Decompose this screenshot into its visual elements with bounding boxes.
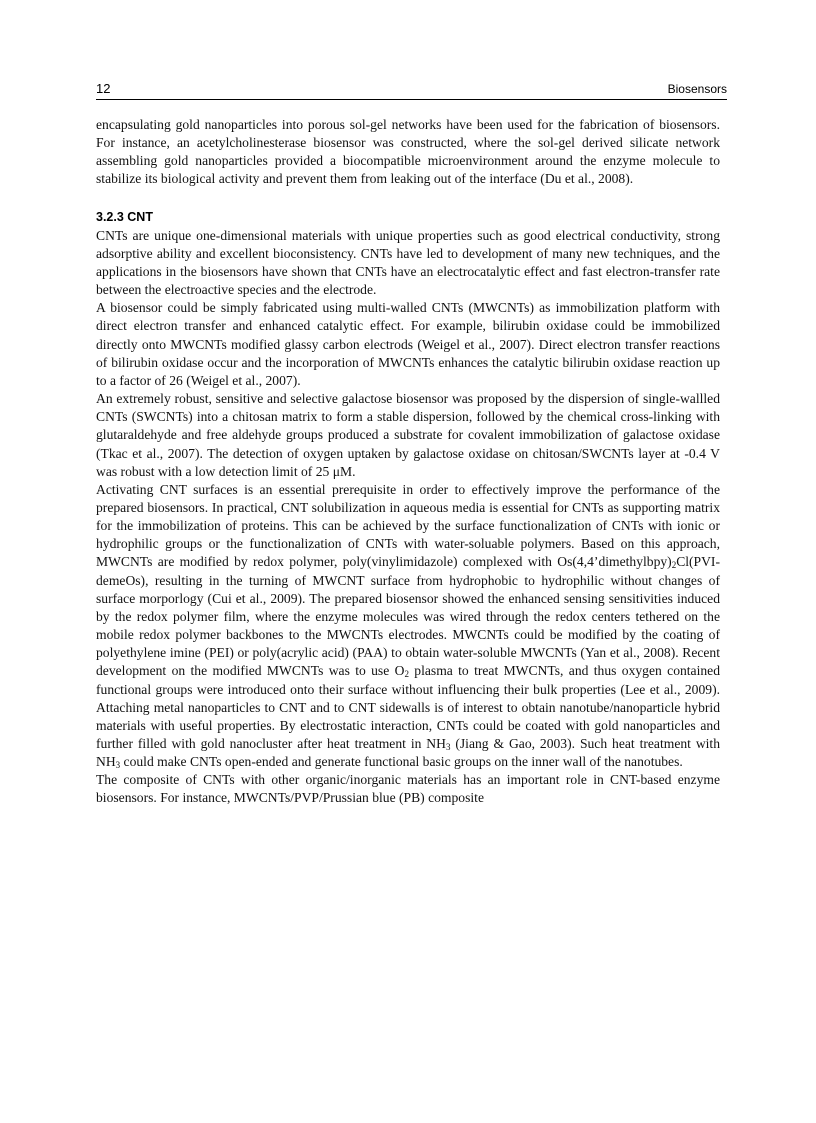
running-header: [96, 80, 727, 100]
page-number: 12: [96, 81, 111, 96]
paragraph-galactose-biosensor: An extremely robust, sensitive and selective galactose biosensor was proposed by the dispersion of single-wallled CNTs (SWCNTs) into a chitosan matrix to form a stable dispersion, followed by the chemical cross-linking with glutaraldehyde and free aldehyde groups produced a substrate for covalent immobilization of galactose oxidase (Tkac et al., 2007). The detection of oxygen uptaken by galactose oxidase on chitosan/SWCNTs layer at -0.4 V was robust with a low detection limit of 25 μM.: [96, 391, 720, 479]
intro-paragraph: encapsulating gold nanoparticles into porous sol-gel networks have been used for the fabrication of biosensors. For instance, an acetylcholinesterase biosensor was constructed, where the sol-gel derived silicate network assembling gold nanoparticles provided a biocompatible microenvironment around the enzyme molecule to stabilize its biological activity and prevent them from leaking out of the interface (Du et al., 2008).: [96, 117, 720, 187]
paragraph-cnt-composites: The composite of CNTs with other organic/inorganic materials has an important role in CNT-based enzyme biosensors. For instance, MWCNTs/PVP/Prussian blue (PB) composite: [96, 772, 720, 806]
paragraph-cnt-activation: Activating CNT surfaces is an essential prerequisite in order to effectively improve the performance of the prepared biosensors. In practical, CNT solubilization in aqueous media is essential for CNTs as supporting matrix for the immobilization of proteins. This can be achieved by the surface functionalization of CNTs with ionic or hydrophilic groups or the functionalization of CNTs with water-soluable polymers. Based on this approach, MWCNTs are modified by redox polymer, poly(vinylimidazole) complexed with $Os(4,4’dimethylbpy)_2Cl(PVI-demeOs)$, resulting in the turning of MWCNT surface from hydrophobic to hydrophilic without changes of surface morporlogy (Cui et al., 2009). The prepared biosensor showed the enhanced sensing sensitivities induced by the redox polymer film, where the enzyme molecules was wired through the redox centers tethered on the mobile redox polymer backbones to the MWCNTs electrodes. MWCNTs could be modified by the coating of polyethylene imine (PEI) or poly(acrylic acid) (PAA) to obtain water-soluble MWCNTs (Yan et al., 2008). Recent development on the modified MWCNTs was to use $O_2$ plasma to treat MWCNTs, and thus oxygen contained functional groups were introduced onto their surface without influencing their bulk properties (Lee et al., 2009). Attaching metal nanoparticles to CNT and to CNT sidewalls is of interest to obtain nanotube/nanoparticle hybrid materials with useful properties. By electrostatic interaction, CNTs could be coated with gold nanoparticles and further filled with gold nanocluster after heat treatment in $NH_3$ (Jiang & Gao, 2003). Such heat treatment with $NH_3$ could make CNTs open-ended and generate functional basic groups on the inner wall of the nanotubes.: [96, 481, 720, 771]
running-title: Biosensors: [667, 82, 727, 96]
paragraph-cnt-properties: CNTs are unique one-dimensional materials with unique properties such as good electrical conductivity, strong adsorptive ability and excellent bioconsistency. CNTs have led to development of many new techniques, and the applications in the biosensors have shown that CNTs have an electrocatalytic effect and fast electron-transfer rate between the electroactive species and the electrode.: [96, 227, 720, 298]
section-heading: 3.2.3 CNT: [96, 209, 153, 224]
paragraph-mwcnt-biosensor: A biosensor could be simply fabricated using multi-walled CNTs (MWCNTs) as immobilization platform with direct electron transfer and enhanced catalytic effect. For example, bilirubin oxidase could be immobilized directly onto MWCNTs modified glassy carbon electrods (Weigel et al., 2007). Direct electron transfer reactions of bilirubin oxidase occur and the incorporation of MWCNTs enhances the catalytic bilirubin oxidase reaction up to a factor of 26 (Weigel et al., 2007).: [96, 300, 720, 388]
body-text: [96, 116, 720, 808]
